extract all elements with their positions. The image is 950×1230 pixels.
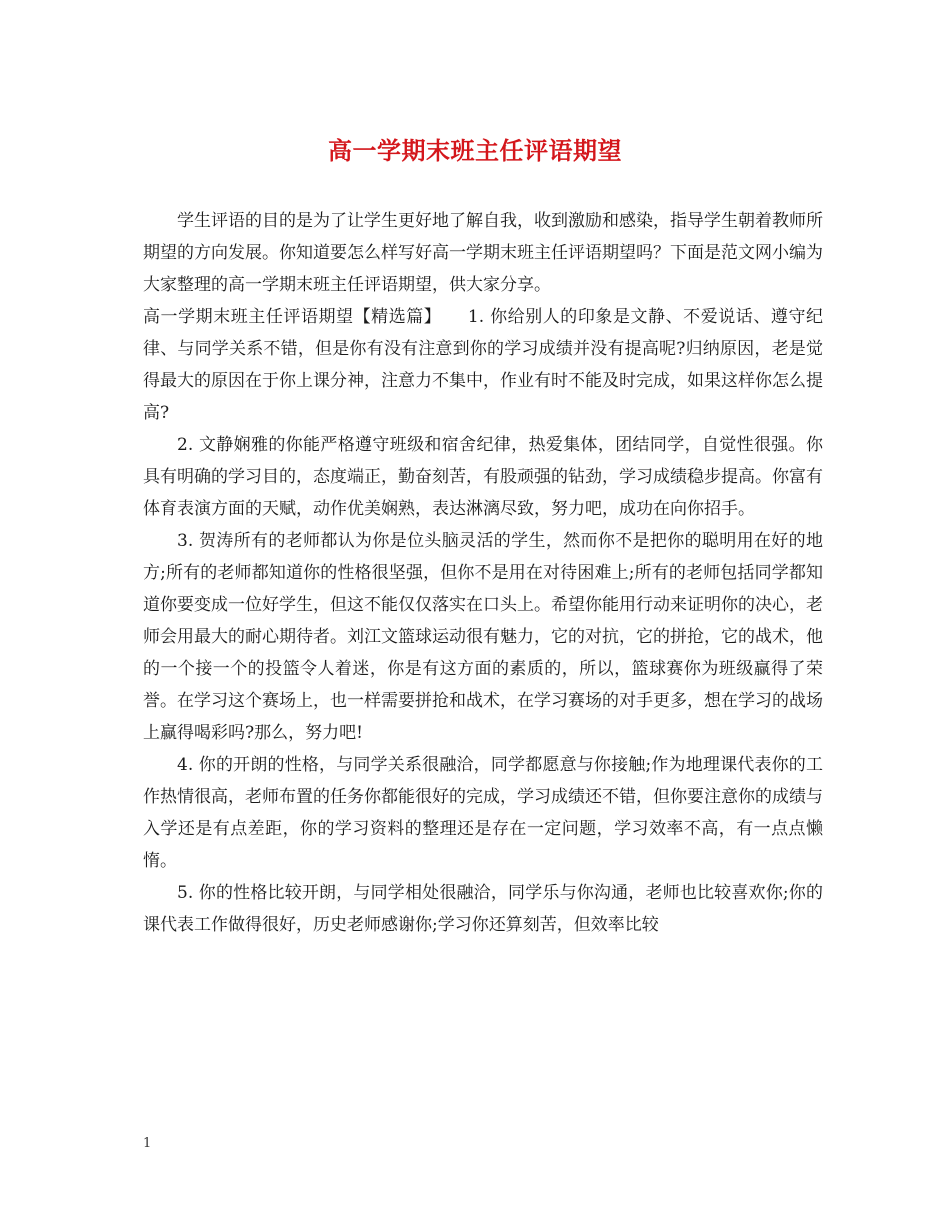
document-title: 高一学期末班主任评语期望 [328,136,622,165]
comment-paragraph-4: 4. 你的开朗的性格，与同学关系很融洽，同学都愿意与你接触;作为地理课代表你的工作热情很高，老师布置的任务你都能很好的完成，学习成绩还不错，但你要注意你的成绩与入学还是有点差距，你的学习资料的整理还是存在一定问题，学习效率不高，有一点点懒惰。 [143,755,823,871]
comment-paragraph-5: 5. 你的性格比较开朗，与同学相处很融洽，同学乐与你沟通，老师也比较喜欢你;你的课代表工作做得很好，历史老师感谢你;学习你还算刻苦，但效率比较 [143,883,823,935]
document-body [143,205,823,941]
page-number: 1 [143,1136,152,1151]
comment-paragraph-2: 2. 文静娴雅的你能严格遵守班级和宿舍纪律，热爱集体，团结同学，自觉性很强。你具有明确的学习目的，态度端正，勤奋刻苦，有股顽强的钻劲，学习成绩稳步提高。你富有体育表演方面的天赋，动作优美娴熟，表达淋漓尽致，努力吧，成功在向你招手。 [143,435,823,519]
intro-paragraph: 学生评语的目的是为了让学生更好地了解自我，收到激励和感染，指导学生朝着教师所期望的方向发展。你知道要怎么样写好高一学期末班主任评语期望吗？下面是范文网小编为大家整理的高一学期末班主任评语期望，供大家分享。 [143,211,823,295]
comment-paragraph-3: 3. 贺涛所有的老师都认为你是位头脑灵活的学生，然而你不是把你的聪明用在好的地方;所有的老师都知道你的性格很坚强，但你不是用在对待困难上;所有的老师包括同学都知道你要变成一位好学生，但这不能仅仅落实在口头上。希望你能用行动来证明你的决心，老师会用最大的耐心期待者。刘江文篮球运动很有魅力，它的对抗，它的拼抢，它的战术，他的一个接一个的投篮令人着迷，你是有这方面的素质的，所以，篮球赛你为班级赢得了荣誉。在学习这个赛场上，也一样需要拼抢和战术，在学习赛场的对手更多，想在学习的战场上赢得喝彩吗?那么，努力吧! [143,531,823,743]
comment-paragraph-1: 高一学期末班主任评语期望【精选篇】 1. 你给别人的印象是文静、不爱说话、遵守纪律、与同学关系不错，但是你有没有注意到你的学习成绩并没有提高呢?归纳原因，老是觉得最大的原因在于你上课分神，注意力不集中，作业有时不能及时完成，如果这样你怎么提高? [143,307,823,423]
